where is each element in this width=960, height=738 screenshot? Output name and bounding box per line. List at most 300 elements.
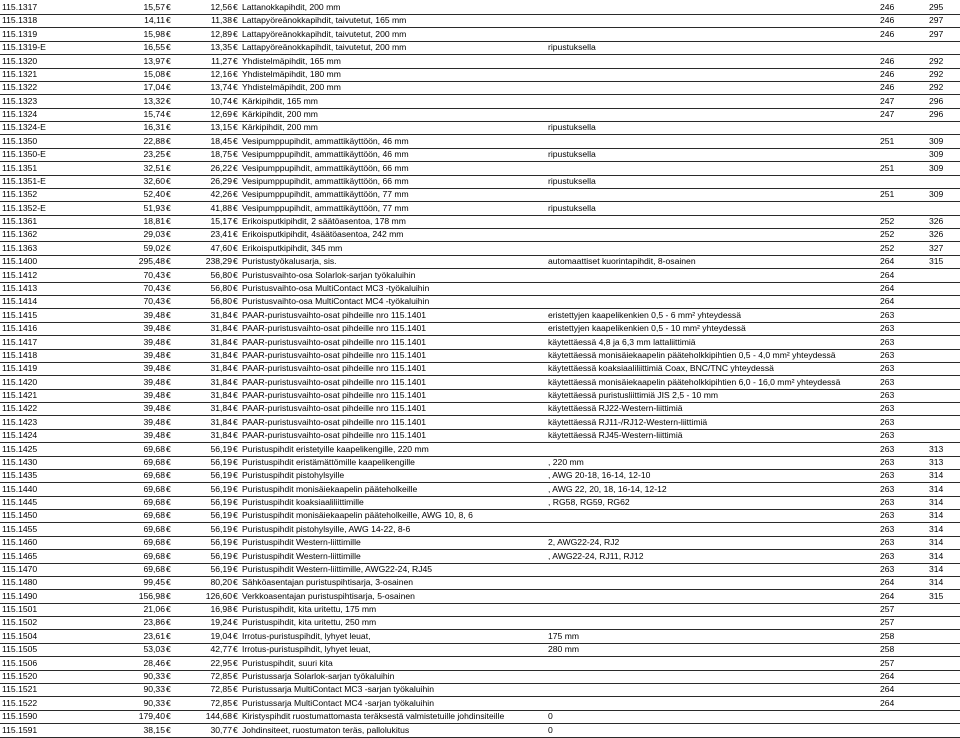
price-incl-vat: 90,33 bbox=[143, 671, 165, 681]
price-excl-vat: 10,74 bbox=[210, 95, 232, 106]
price-excl-vat: 31,84 bbox=[210, 323, 232, 334]
catalog-page: 263 bbox=[880, 430, 895, 441]
item-code: 115.1504 bbox=[2, 630, 38, 641]
price-incl-vat: 23,86 bbox=[143, 617, 165, 628]
catalog-page: 251 bbox=[880, 189, 895, 200]
product-note: automaattiset kuorintapihdit, 8-osainen bbox=[548, 256, 696, 267]
catalog-page: 263 bbox=[880, 323, 895, 334]
table-row bbox=[0, 269, 960, 283]
table-row bbox=[0, 456, 960, 470]
product-description: Kärkipihdit, 200 mm bbox=[242, 122, 318, 133]
product-description: Vesipumppupihdit, ammattikäyttöön, 46 mm bbox=[242, 149, 409, 160]
table-row bbox=[0, 683, 960, 697]
currency-symbol: € bbox=[166, 390, 171, 401]
item-code: 115.1435 bbox=[2, 470, 38, 481]
price-incl-vat: 32,51 bbox=[143, 162, 165, 173]
catalog-page-secondary: 314 bbox=[929, 497, 944, 508]
catalog-page: 264 bbox=[880, 296, 895, 307]
price-incl-vat: 90,33 bbox=[143, 697, 165, 708]
currency-symbol: € bbox=[233, 122, 238, 133]
price-incl-vat: 23,25 bbox=[143, 149, 165, 160]
table-row bbox=[0, 657, 960, 671]
item-code: 115.1414 bbox=[2, 296, 38, 307]
product-description: Puristuspihdit eristetyille kaapelikengille, 220 mm bbox=[242, 443, 429, 454]
table-row bbox=[0, 509, 960, 523]
currency-symbol: € bbox=[233, 644, 238, 655]
catalog-page: 264 bbox=[880, 671, 895, 681]
catalog-page-secondary: 292 bbox=[929, 68, 944, 79]
price-excl-vat: 72,85 bbox=[210, 671, 232, 681]
price-incl-vat: 53,03 bbox=[143, 644, 165, 655]
price-incl-vat: 156,98 bbox=[138, 590, 165, 601]
product-description: Kärkipihdit, 165 mm bbox=[242, 95, 318, 106]
currency-symbol: € bbox=[166, 617, 171, 628]
currency-symbol: € bbox=[166, 671, 171, 681]
price-incl-vat: 28,46 bbox=[143, 657, 165, 668]
currency-symbol: € bbox=[233, 403, 238, 414]
product-note: , AWG 22, 20, 18, 16-14, 12-12 bbox=[548, 483, 667, 494]
table-row bbox=[0, 55, 960, 69]
currency-symbol: € bbox=[233, 443, 238, 454]
catalog-page: 263 bbox=[880, 483, 895, 494]
item-code: 115.1417 bbox=[2, 336, 38, 347]
price-excl-vat: 30,77 bbox=[210, 724, 232, 735]
catalog-page: 264 bbox=[880, 269, 895, 280]
currency-symbol: € bbox=[166, 256, 171, 267]
currency-symbol: € bbox=[166, 216, 171, 227]
price-incl-vat: 69,68 bbox=[143, 443, 165, 454]
currency-symbol: € bbox=[233, 363, 238, 374]
product-description: PAAR-puristusvaihto-osat pihdeille nro 115.1401 bbox=[242, 416, 427, 427]
currency-symbol: € bbox=[166, 711, 171, 722]
product-description: Vesipumppupihdit, ammattikäyttöön, 66 mm bbox=[242, 162, 409, 173]
catalog-page: 246 bbox=[880, 82, 895, 93]
item-code: 115.1351-E bbox=[2, 175, 46, 186]
table-row bbox=[0, 28, 960, 42]
currency-symbol: € bbox=[166, 109, 171, 120]
item-code: 115.1421 bbox=[2, 390, 38, 401]
price-excl-vat: 41,88 bbox=[210, 202, 232, 213]
item-code: 115.1440 bbox=[2, 483, 38, 494]
currency-symbol: € bbox=[166, 282, 171, 293]
product-description: Erikoisputkipihdit, 345 mm bbox=[242, 242, 343, 253]
currency-symbol: € bbox=[233, 296, 238, 307]
price-incl-vat: 15,57 bbox=[143, 2, 165, 12]
product-description: Puristusvaihto-osa Solarlok-sarjan työkaluihin bbox=[242, 269, 416, 280]
price-excl-vat: 31,84 bbox=[210, 403, 232, 414]
catalog-page-secondary: 292 bbox=[929, 55, 944, 66]
table-row bbox=[0, 523, 960, 537]
product-description: Lattanokkapihdit, 200 mm bbox=[242, 2, 341, 12]
catalog-page: 263 bbox=[880, 349, 895, 360]
price-excl-vat: 56,19 bbox=[210, 510, 232, 521]
currency-symbol: € bbox=[166, 430, 171, 441]
item-code: 115.1412 bbox=[2, 269, 38, 280]
currency-symbol: € bbox=[233, 684, 238, 695]
product-description: Erikoisputkipihdit, 2 säätöasentoa, 178 mm bbox=[242, 216, 406, 227]
currency-symbol: € bbox=[233, 109, 238, 120]
price-excl-vat: 16,98 bbox=[210, 604, 232, 615]
table-row bbox=[0, 242, 960, 256]
item-code: 115.1419 bbox=[2, 363, 38, 374]
currency-symbol: € bbox=[233, 563, 238, 574]
catalog-page-secondary: 309 bbox=[929, 189, 944, 200]
catalog-page: 263 bbox=[880, 550, 895, 561]
catalog-page: 263 bbox=[880, 497, 895, 508]
item-code: 115.1350 bbox=[2, 135, 38, 146]
price-incl-vat: 17,04 bbox=[143, 82, 165, 93]
currency-symbol: € bbox=[233, 604, 238, 615]
currency-symbol: € bbox=[233, 42, 238, 53]
price-incl-vat: 13,97 bbox=[143, 55, 165, 66]
price-excl-vat: 56,19 bbox=[210, 483, 232, 494]
catalog-page: 252 bbox=[880, 242, 895, 253]
currency-symbol: € bbox=[166, 202, 171, 213]
product-note: käytettäessä koaksiaaliliittimiä Coax, BNC/TNC yhteydessä bbox=[548, 363, 774, 374]
product-description: Puristuspihdit pistohylsyille bbox=[242, 470, 345, 481]
catalog-page: 263 bbox=[880, 403, 895, 414]
table-row bbox=[0, 336, 960, 350]
table-row bbox=[0, 255, 960, 269]
product-description: PAAR-puristusvaihto-osat pihdeille nro 115.1401 bbox=[242, 336, 427, 347]
item-code: 115.1425 bbox=[2, 443, 38, 454]
item-code: 115.1323 bbox=[2, 95, 38, 106]
table-row bbox=[0, 95, 960, 109]
price-incl-vat: 52,40 bbox=[143, 189, 165, 200]
currency-symbol: € bbox=[233, 497, 238, 508]
currency-symbol: € bbox=[233, 82, 238, 93]
price-incl-vat: 179,40 bbox=[138, 711, 165, 722]
product-note: käytettäessä RJ22-Western-liittimiä bbox=[548, 403, 683, 414]
price-excl-vat: 13,15 bbox=[210, 122, 232, 133]
currency-symbol: € bbox=[166, 28, 171, 39]
product-description: Lattapyöreänokkapihdit, taivutetut, 200 mm bbox=[242, 42, 407, 53]
price-excl-vat: 31,84 bbox=[210, 390, 232, 401]
item-code: 115.1400 bbox=[2, 256, 38, 267]
currency-symbol: € bbox=[166, 630, 171, 641]
currency-symbol: € bbox=[233, 135, 238, 146]
table-row bbox=[0, 402, 960, 416]
currency-symbol: € bbox=[166, 523, 171, 534]
catalog-page-secondary: 326 bbox=[929, 229, 944, 240]
product-description: Puristuspihdit, kita uritettu, 175 mm bbox=[242, 604, 377, 615]
product-description: Irrotus-puristuspihdit, lyhyet leuat, bbox=[242, 630, 371, 641]
product-description: PAAR-puristusvaihto-osat pihdeille nro 115.1401 bbox=[242, 309, 427, 320]
product-note: , RG58, RG59, RG62 bbox=[548, 497, 630, 508]
currency-symbol: € bbox=[233, 202, 238, 213]
catalog-page: 251 bbox=[880, 162, 895, 173]
product-description: PAAR-puristusvaihto-osat pihdeille nro 115.1401 bbox=[242, 390, 427, 401]
item-code: 115.1322 bbox=[2, 82, 38, 93]
catalog-page-secondary: 309 bbox=[929, 149, 944, 160]
item-code: 115.1352 bbox=[2, 189, 38, 200]
catalog-page: 263 bbox=[880, 390, 895, 401]
currency-symbol: € bbox=[166, 456, 171, 467]
currency-symbol: € bbox=[233, 523, 238, 534]
price-incl-vat: 70,43 bbox=[143, 296, 165, 307]
price-incl-vat: 15,98 bbox=[143, 28, 165, 39]
currency-symbol: € bbox=[166, 724, 171, 735]
product-description: Puristuspihdit Western-liittimille, AWG22-24, RJ45 bbox=[242, 563, 433, 574]
product-description: Puristuspihdit monisäiekaapelin pääteholkeille bbox=[242, 483, 418, 494]
currency-symbol: € bbox=[166, 55, 171, 66]
table-row bbox=[0, 41, 960, 55]
currency-symbol: € bbox=[233, 711, 238, 722]
catalog-page: 264 bbox=[880, 590, 895, 601]
catalog-page-secondary: 314 bbox=[929, 563, 944, 574]
catalog-page: 258 bbox=[880, 630, 895, 641]
product-note: ripustuksella bbox=[548, 42, 596, 53]
catalog-page: 247 bbox=[880, 109, 895, 120]
price-incl-vat: 22,88 bbox=[143, 135, 165, 146]
table-row bbox=[0, 14, 960, 28]
price-incl-vat: 21,06 bbox=[143, 604, 165, 615]
price-incl-vat: 59,02 bbox=[143, 242, 165, 253]
table-row bbox=[0, 228, 960, 242]
product-description: Puristuspihdit eristämättömille kaapelikengille bbox=[242, 456, 415, 467]
price-incl-vat: 39,48 bbox=[143, 403, 165, 414]
catalog-page: 264 bbox=[880, 256, 895, 267]
price-excl-vat: 31,84 bbox=[210, 309, 232, 320]
catalog-page-secondary: 309 bbox=[929, 162, 944, 173]
currency-symbol: € bbox=[166, 162, 171, 173]
product-description: Puristuspihdit Western-liittimille bbox=[242, 537, 361, 548]
catalog-page-secondary: 296 bbox=[929, 109, 944, 120]
catalog-page: 264 bbox=[880, 697, 895, 708]
table-row bbox=[0, 121, 960, 135]
item-code: 115.1590 bbox=[2, 711, 38, 722]
catalog-page: 263 bbox=[880, 537, 895, 548]
product-description: Puristustyökalusarja, sis. bbox=[242, 256, 337, 267]
catalog-page-secondary: 296 bbox=[929, 95, 944, 106]
product-note: 280 mm bbox=[548, 644, 580, 655]
price-incl-vat: 39,48 bbox=[143, 323, 165, 334]
currency-symbol: € bbox=[166, 497, 171, 508]
product-description: Puristuspihdit, suuri kita bbox=[242, 657, 333, 668]
catalog-page-secondary: 314 bbox=[929, 510, 944, 521]
price-excl-vat: 56,19 bbox=[210, 550, 232, 561]
currency-symbol: € bbox=[166, 82, 171, 93]
catalog-page: 264 bbox=[880, 577, 895, 588]
item-code: 115.1423 bbox=[2, 416, 38, 427]
product-description: Kärkipihdit, 200 mm bbox=[242, 109, 318, 120]
currency-symbol: € bbox=[166, 483, 171, 494]
product-description: Vesipumppupihdit, ammattikäyttöön, 66 mm bbox=[242, 175, 409, 186]
catalog-page: 263 bbox=[880, 456, 895, 467]
price-incl-vat: 99,45 bbox=[143, 577, 165, 588]
price-excl-vat: 12,89 bbox=[210, 28, 232, 39]
table-row bbox=[0, 603, 960, 617]
currency-symbol: € bbox=[233, 724, 238, 735]
currency-symbol: € bbox=[166, 657, 171, 668]
currency-symbol: € bbox=[166, 135, 171, 146]
product-description: Puristussarja MultiContact MC4 -sarjan työkaluihin bbox=[242, 697, 434, 708]
price-incl-vat: 69,68 bbox=[143, 510, 165, 521]
product-description: Vesipumppupihdit, ammattikäyttöön, 46 mm bbox=[242, 135, 409, 146]
currency-symbol: € bbox=[233, 550, 238, 561]
price-excl-vat: 18,45 bbox=[210, 135, 232, 146]
catalog-page: 263 bbox=[880, 416, 895, 427]
price-incl-vat: 39,48 bbox=[143, 416, 165, 427]
currency-symbol: € bbox=[166, 684, 171, 695]
table-row bbox=[0, 295, 960, 309]
price-excl-vat: 13,74 bbox=[210, 82, 232, 93]
price-incl-vat: 69,68 bbox=[143, 563, 165, 574]
item-code: 115.1320 bbox=[2, 55, 38, 66]
product-description: Kiristyspihdit ruostumattomasta teräksestä valmistetuille johdinsiteille bbox=[242, 711, 505, 722]
table-row bbox=[0, 496, 960, 510]
catalog-page: 252 bbox=[880, 229, 895, 240]
currency-symbol: € bbox=[166, 563, 171, 574]
catalog-page-secondary: 314 bbox=[929, 550, 944, 561]
table-row bbox=[0, 349, 960, 363]
product-description: Johdinsiteet, ruostumaton teräs, pallolukitus bbox=[242, 724, 410, 735]
product-note: , 220 mm bbox=[548, 456, 584, 467]
price-incl-vat: 69,68 bbox=[143, 456, 165, 467]
product-note: eristettyjen kaapelikenkien 0,5 - 10 mm² yhteydessä bbox=[548, 323, 746, 334]
price-incl-vat: 15,74 bbox=[143, 109, 165, 120]
table-row bbox=[0, 188, 960, 202]
currency-symbol: € bbox=[166, 644, 171, 655]
item-code: 115.1351 bbox=[2, 162, 38, 173]
currency-symbol: € bbox=[233, 175, 238, 186]
product-note: käytettäessä RJ45-Western-liittimiä bbox=[548, 430, 683, 441]
catalog-page: 258 bbox=[880, 644, 895, 655]
price-excl-vat: 31,84 bbox=[210, 376, 232, 387]
catalog-page-secondary: 315 bbox=[929, 256, 944, 267]
table-row bbox=[0, 710, 960, 724]
price-excl-vat: 31,84 bbox=[210, 363, 232, 374]
price-excl-vat: 26,22 bbox=[210, 162, 232, 173]
price-incl-vat: 15,08 bbox=[143, 68, 165, 79]
currency-symbol: € bbox=[166, 242, 171, 253]
price-incl-vat: 23,61 bbox=[143, 630, 165, 641]
item-code: 115.1505 bbox=[2, 644, 38, 655]
currency-symbol: € bbox=[166, 604, 171, 615]
item-code: 115.1470 bbox=[2, 563, 38, 574]
catalog-page: 263 bbox=[880, 563, 895, 574]
price-excl-vat: 13,35 bbox=[210, 42, 232, 53]
item-code: 115.1455 bbox=[2, 523, 38, 534]
product-description: Puristussarja MultiContact MC3 -sarjan työkaluihin bbox=[242, 684, 434, 695]
price-excl-vat: 144,68 bbox=[205, 711, 232, 722]
item-code: 115.1319 bbox=[2, 28, 38, 39]
table-row bbox=[0, 443, 960, 457]
catalog-page: 263 bbox=[880, 376, 895, 387]
currency-symbol: € bbox=[166, 537, 171, 548]
table-row bbox=[0, 469, 960, 483]
currency-symbol: € bbox=[233, 390, 238, 401]
price-excl-vat: 56,19 bbox=[210, 443, 232, 454]
catalog-page: 263 bbox=[880, 363, 895, 374]
price-incl-vat: 39,48 bbox=[143, 376, 165, 387]
product-note: käytettäessä RJ11-/RJ12-Western-liittimiä bbox=[548, 416, 708, 427]
item-code: 115.1521 bbox=[2, 684, 38, 695]
product-description: Yhdistelmäpihdit, 180 mm bbox=[242, 68, 341, 79]
currency-symbol: € bbox=[166, 443, 171, 454]
item-code: 115.1460 bbox=[2, 537, 38, 548]
product-description: Erikoisputkipihdit, 4säätöasentoa, 242 mm bbox=[242, 229, 404, 240]
product-note: eristettyjen kaapelikenkien 0,5 - 6 mm² yhteydessä bbox=[548, 309, 741, 320]
currency-symbol: € bbox=[166, 189, 171, 200]
price-incl-vat: 29,03 bbox=[143, 229, 165, 240]
table-row bbox=[0, 643, 960, 657]
table-row bbox=[0, 697, 960, 711]
product-description: Yhdistelmäpihdit, 165 mm bbox=[242, 55, 341, 66]
item-code: 115.1480 bbox=[2, 577, 38, 588]
item-code: 115.1522 bbox=[2, 697, 38, 708]
currency-symbol: € bbox=[233, 537, 238, 548]
table-row bbox=[0, 309, 960, 323]
price-incl-vat: 39,48 bbox=[143, 430, 165, 441]
product-description: Vesipumppupihdit, ammattikäyttöön, 77 mm bbox=[242, 202, 409, 213]
table-row bbox=[0, 483, 960, 497]
currency-symbol: € bbox=[233, 376, 238, 387]
item-code: 115.1324 bbox=[2, 109, 38, 120]
product-description: Yhdistelmäpihdit, 200 mm bbox=[242, 82, 341, 93]
table-row bbox=[0, 282, 960, 296]
catalog-page-secondary: 313 bbox=[929, 456, 944, 467]
product-description: Puristuspihdit Western-liittimille bbox=[242, 550, 361, 561]
currency-symbol: € bbox=[233, 416, 238, 427]
item-code: 115.1465 bbox=[2, 550, 38, 561]
currency-symbol: € bbox=[233, 456, 238, 467]
product-note: , AWG 20-18, 16-14, 12-10 bbox=[548, 470, 651, 481]
currency-symbol: € bbox=[166, 269, 171, 280]
price-excl-vat: 18,75 bbox=[210, 149, 232, 160]
currency-symbol: € bbox=[233, 15, 238, 26]
product-note: ripustuksella bbox=[548, 122, 596, 133]
product-note: käytettäessä puristusliittimiä JIS 2,5 - 10 mm bbox=[548, 390, 719, 401]
price-incl-vat: 70,43 bbox=[143, 269, 165, 280]
catalog-page: 251 bbox=[880, 135, 895, 146]
price-excl-vat: 11,38 bbox=[211, 15, 232, 26]
currency-symbol: € bbox=[233, 256, 238, 267]
price-excl-vat: 56,19 bbox=[210, 537, 232, 548]
catalog-page: 246 bbox=[880, 55, 895, 66]
price-excl-vat: 42,26 bbox=[210, 189, 232, 200]
item-code: 115.1317 bbox=[2, 2, 38, 12]
item-code: 115.1501 bbox=[2, 604, 38, 615]
catalog-page-secondary: 314 bbox=[929, 483, 944, 494]
price-excl-vat: 23,41 bbox=[210, 229, 232, 240]
catalog-page: 263 bbox=[880, 523, 895, 534]
product-description: PAAR-puristusvaihto-osat pihdeille nro 115.1401 bbox=[242, 349, 427, 360]
currency-symbol: € bbox=[233, 671, 238, 681]
table-row bbox=[0, 590, 960, 604]
price-excl-vat: 12,69 bbox=[210, 109, 232, 120]
currency-symbol: € bbox=[166, 68, 171, 79]
catalog-page: 257 bbox=[880, 617, 895, 628]
price-incl-vat: 14,11 bbox=[144, 15, 165, 26]
table-row bbox=[0, 630, 960, 644]
currency-symbol: € bbox=[166, 149, 171, 160]
catalog-page: 246 bbox=[880, 68, 895, 79]
price-incl-vat: 39,48 bbox=[143, 390, 165, 401]
catalog-page: 264 bbox=[880, 282, 895, 293]
currency-symbol: € bbox=[166, 309, 171, 320]
price-excl-vat: 238,29 bbox=[205, 256, 232, 267]
item-code: 115.1362 bbox=[2, 229, 38, 240]
catalog-page: 263 bbox=[880, 470, 895, 481]
currency-symbol: € bbox=[233, 697, 238, 708]
catalog-page: 257 bbox=[880, 604, 895, 615]
price-excl-vat: 56,19 bbox=[210, 470, 232, 481]
price-incl-vat: 69,68 bbox=[143, 537, 165, 548]
price-incl-vat: 69,68 bbox=[143, 483, 165, 494]
price-excl-vat: 126,60 bbox=[205, 590, 232, 601]
item-code: 115.1318 bbox=[2, 15, 38, 26]
